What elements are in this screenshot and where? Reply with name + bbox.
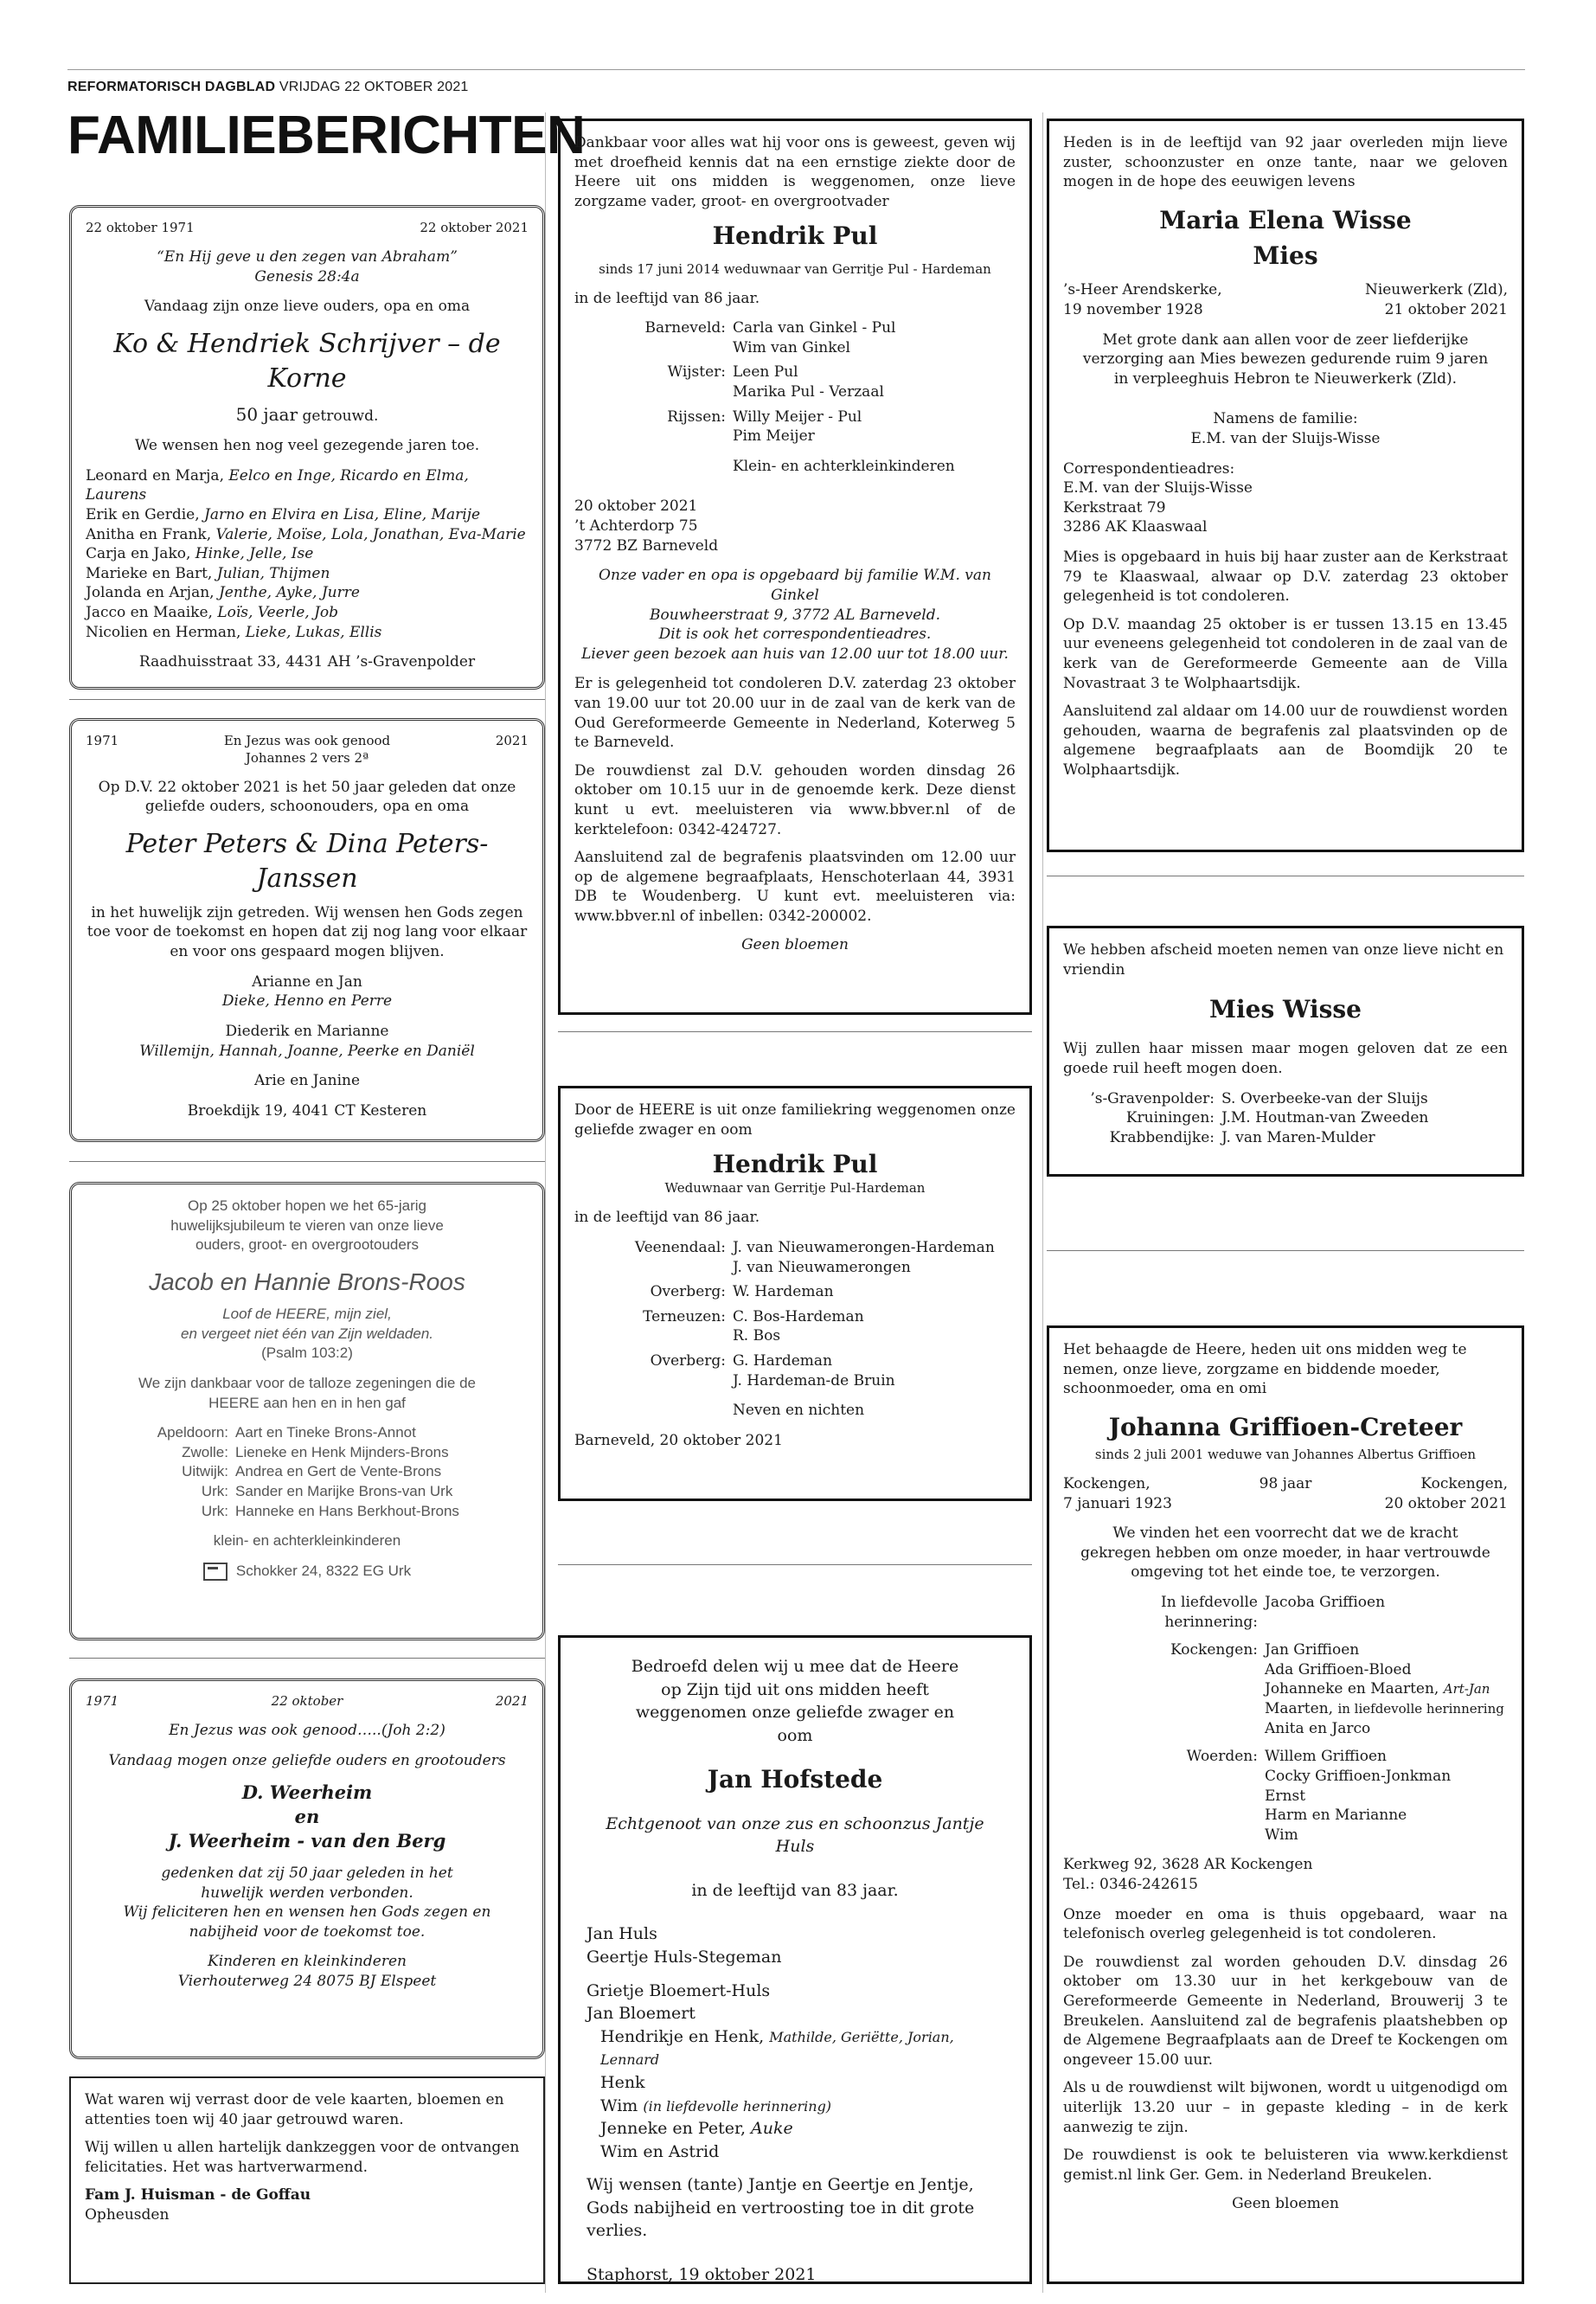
age: in de leeftijd van 86 jaar. bbox=[574, 1209, 760, 1227]
issue-date: VRIJDAG 22 OKTOBER 2021 bbox=[279, 80, 469, 94]
name2: J. Weerheim - van den Berg bbox=[168, 1830, 446, 1852]
grandkids: Klein- en achterkleinkinderen bbox=[733, 457, 955, 475]
grandkids: klein- en achterkleinkinderen bbox=[213, 1532, 401, 1550]
intro: Op D.V. 22 oktober 2021 is het 50 jaar geleden dat onze geliefde ouders, schoonouders, opa en oma bbox=[98, 778, 516, 816]
family-line: Dieke, Henno en Perre bbox=[221, 992, 393, 1011]
family-line: Jolanda en Arjan, Jenthe, Ayke, Jurre bbox=[86, 584, 360, 602]
birth-date: 19 november 1928 bbox=[1063, 300, 1203, 318]
thankyou-huisman bbox=[69, 2076, 545, 2284]
birth-place: Kockengen, bbox=[1063, 1475, 1151, 1492]
place-date: Barneveld, 20 oktober 2021 bbox=[574, 1431, 783, 1449]
year-left: 1971 bbox=[86, 1693, 119, 1709]
separator bbox=[558, 1564, 1032, 1565]
paragraph: Er is gelegenheid tot condoleren D.V. zaterdag 23 oktober van 19.00 uur tot 20.00 uur in de zaal van de kerk van de Oud Gereformeerde Gemeente in Nederland, Koterweg 5 te Barneveld. bbox=[574, 675, 1016, 752]
family-list: Apeldoorn: Aart en Tineke Brons-Annot Zwolle: Lieneke en Henk Mijnders-Brons Uitwijk: Andrea en Gert de Vente-Brons Urk: Sander en Marijke Brons-van Urk Urk: Hanneke en Hans Berkhout-Brons bbox=[157, 1424, 459, 1519]
separator bbox=[558, 1031, 1032, 1032]
laid-out-line: Bouwheerstraat 9, 3772 AL Barneveld. bbox=[649, 606, 941, 624]
section-title: FAMILIEBERICHTEN bbox=[67, 106, 586, 165]
nephews: Neven en nichten bbox=[733, 1402, 865, 1420]
couple-names: Peter Peters & Dina Peters-Janssen bbox=[125, 829, 489, 894]
family-line: Arianne en Jan bbox=[252, 972, 362, 991]
column-divider-1 bbox=[545, 112, 546, 2293]
conjunction: en bbox=[294, 1806, 320, 1828]
paragraph: Wat waren wij verrast door de vele kaarten, bloemen en attenties toen wij 40 jaar getrouwd waren. bbox=[85, 2091, 504, 2128]
couple-names: Jacob en Hannie Brons-Roos bbox=[149, 1268, 465, 1295]
verse-ref: Johannes 2 vers 2ª bbox=[245, 749, 369, 766]
paragraph: Op D.V. maandag 25 oktober is er tussen 13.15 en 13.45 uur eveneens gelegenheid tot condoleren in de zaal van de kerk van de Gereformeerde Gemeente aan de Villa Novastraat 3 te Wolphaartsdijk. bbox=[1063, 615, 1508, 692]
family-label: Namens de familie: bbox=[1213, 410, 1358, 428]
family-list: Barneveld: Carla van Ginkel - Pul Wim van Ginkel Wijster: Leen Pul Marika Pul - Verzaal Rijssen: Willy Meijer - Pul Pim Meijer bbox=[644, 319, 896, 446]
paragraph: De rouwdienst is ook te beluisteren via www.kerkdienst gemist.nl link Ger. Gem. in Nederland Breukelen. bbox=[1063, 2147, 1508, 2184]
birth-place: ’s-Heer Arendskerke, bbox=[1063, 281, 1222, 299]
date-right: 22 oktober 2021 bbox=[420, 220, 529, 235]
name1: D. Weerheim bbox=[241, 1781, 373, 1804]
paragraph: De rouwdienst zal D.V. gehouden worden dinsdag 26 oktober om 10.15 uur in de genoemde kerk. Deze dienst kunt u evt. meeluisteren via www.bbver.nl of de kerktelefoon: 0342-424727. bbox=[574, 761, 1016, 838]
spouse-line: Echtgenoot van onze zus en schoonzus Jantje Huls bbox=[606, 1813, 984, 1857]
intro: Heden is in de leeftijd van 92 jaar overleden mijn lieve zuster, schoonzuster en onze tante, naar we geloven mogen in de hope des eeuwigen levens bbox=[1063, 134, 1508, 191]
widower-line: Weduwnaar van Gerritje Pul-Hardeman bbox=[664, 1180, 926, 1197]
text1: gedenken dat zij 50 jaar geleden in het huwelijk werden verbonden. bbox=[161, 1864, 453, 1902]
address-line: ’t Achterdorp 75 bbox=[574, 517, 698, 536]
family-line: Arie en Janine bbox=[253, 1072, 361, 1090]
paragraph: Wij willen u allen hartelijk dankzeggen voor de ontvangen felicitaties. Het was hartverwarmend. bbox=[85, 2139, 520, 2176]
address-line: Kerkweg 92, 3628 AR Kockengen bbox=[1063, 1856, 1313, 1874]
verse: En Jezus was ook genood bbox=[223, 733, 391, 748]
family-line: Hendrikje en Henk, Mathilde, Geriëtte, Jorian, Lennard bbox=[600, 2026, 954, 2069]
family-line: Erik en Gerdie, Jarno en Elvira en Lisa, Eline, Marije bbox=[86, 505, 481, 523]
wish: Wij wensen (tante) Jantje en Geertje en Jentje, Gods nabijheid en vertroosting toe in dit grote verlies. bbox=[586, 2175, 975, 2241]
intro: Het behaagde de Heere, heden uit ons midden weg te nemen, onze lieve, zorgzame en biddende moeder, schoonmoeder, oma en omi bbox=[1063, 1341, 1467, 1398]
announcement-weerheim bbox=[69, 1678, 545, 2059]
paragraph: Onze moeder en oma is thuis opgebaard, waar na telefonisch overleg gelegenheid is tot condoleren. bbox=[1063, 1905, 1508, 1943]
no-flowers: Geen bloemen bbox=[1232, 2194, 1339, 2212]
psalm-ref: (Psalm 103:2) bbox=[261, 1345, 353, 1362]
top-rule bbox=[67, 69, 1525, 70]
deceased-name: Jan Hofstede bbox=[707, 1765, 883, 1794]
laid-out-line: Onze vader en opa is opgebaard bij familie W.M. van Ginkel bbox=[599, 567, 991, 604]
intro: Door de HEERE is uit onze familiekring weggenomen onze geliefde zwager en oom bbox=[574, 1101, 1016, 1139]
widow-line: sinds 2 juli 2001 weduwe van Johannes Albertus Griffioen bbox=[1094, 1447, 1477, 1463]
obituary-johanna-griffioen bbox=[1047, 1325, 1524, 2284]
family-line: Jacco en Maaike, Loïs, Veerle, Job bbox=[86, 604, 339, 622]
address-line: 3772 BZ Barneveld bbox=[574, 536, 719, 555]
paragraph: Aansluitend zal de begrafenis plaatsvinden om 12.00 uur op de algemene begraafplaats, Henschoterlaan 44, 3931 DB te Woudenberg. U kunt evt. meeluisteren via: www.bbver.nl of inbellen: 0342-200002. bbox=[574, 849, 1016, 926]
intro: Vandaag mogen onze geliefde ouders en grootouders bbox=[108, 1751, 506, 1769]
family-line: Willemijn, Hannah, Joanne, Peerke en Daniël bbox=[139, 1042, 475, 1060]
address: Broekdijk 19, 4041 CT Kesteren bbox=[187, 1101, 427, 1120]
intro: Bedroefd delen wij u mee dat de Heere op Zijn tijd uit ons midden heeft weggenomen onze geliefde zwager en oom bbox=[631, 1657, 959, 1745]
family-line: Anitha en Frank, Valerie, Moïse, Lola, Jonathan, Eva-Marie bbox=[86, 525, 526, 543]
intro: Op 25 oktober hopen we het 65-jarig huwelijksjubileum te vieren van onze lieve ouders, groot- en overgrootouders bbox=[170, 1197, 444, 1254]
family-line: Henk bbox=[600, 2072, 645, 2092]
age: 98 jaar bbox=[1259, 1475, 1312, 1492]
paragraph: De rouwdienst zal worden gehouden D.V. dinsdag 26 oktober om 13.30 uur in het kerkgebouw van de Gereformeerde Gemeente in Nederland, Brouwerij 3 te Breukelen. Aansluitend zal de begrafenis plaatshebben op de Algemene Begraafplaats aan de Dreef te Kockengen om ongeveer 15.00 uur. bbox=[1063, 1953, 1508, 2069]
quote: “En Hij geve u den zegen van Abraham” bbox=[157, 247, 458, 266]
psalm-line: Loof de HEERE, mijn ziel, bbox=[222, 1306, 392, 1323]
announcement-peters bbox=[69, 718, 545, 1142]
family-line: Diederik en Marianne bbox=[225, 1022, 389, 1040]
obituary-jan-hofstede bbox=[558, 1635, 1032, 2284]
correspondence-line: E.M. van der Sluijs-Wisse bbox=[1063, 479, 1253, 497]
death-date: 21 oktober 2021 bbox=[1384, 300, 1508, 318]
family-list: In liefdevolle herinnering: Jacoba Griffioen Kockengen: Jan Griffioen Ada Griffioen-Bloed Johanneke en Maarten, Art-Jan Maarten, in liefdevolle herinnering Anita en Jarco Woerden: Willem Griffioen Cocky Griffioen-Jonkman Ernst Harm en Marianne Wim bbox=[1160, 1594, 1504, 1844]
thanks: We zijn dankbaar voor de talloze zegeningen die de HEERE aan hen en in hen gaf bbox=[138, 1374, 476, 1411]
obituary-mies-wisse bbox=[1047, 926, 1524, 1177]
deceased-name: Johanna Griffioen-Creteer bbox=[1108, 1412, 1463, 1441]
column-divider-2 bbox=[1042, 112, 1043, 2293]
years-rest: getrouwd. bbox=[302, 407, 379, 425]
place: Opheusden bbox=[85, 2206, 170, 2224]
paragraph: Aansluitend zal aldaar om 14.00 uur de rouwdienst worden gehouden, waarna de begrafenis zal plaatsvinden op de algemene begraafplaats aan de Boomdijk 20 te Wolphaartsdijk. bbox=[1063, 703, 1508, 780]
correspondence-line: 3286 AK Klaaswaal bbox=[1063, 518, 1208, 536]
years-number: 50 jaar bbox=[235, 403, 298, 425]
address: Vierhouterweg 24 8075 BJ Elspeet bbox=[177, 1972, 437, 1990]
family-line: Marieke en Bart, Julian, Thijmen bbox=[86, 564, 330, 582]
obituary-maria-wisse bbox=[1047, 119, 1524, 852]
family-line: Jenneke en Peter, Auke bbox=[600, 2119, 793, 2139]
death-date: 20 oktober 2021 bbox=[1384, 1494, 1508, 1512]
wish-text: in het huwelijk zijn getreden. Wij wensen hen Gods zegen toe voor de toekomst en hopen dat zij nog lang voor elkaar en voor ons gespaard mogen blijven. bbox=[87, 903, 528, 961]
laid-out-line: Liever geen bezoek aan huis van 12.00 uur tot 18.00 uur. bbox=[581, 645, 1009, 663]
nickname: Mies bbox=[1253, 241, 1318, 271]
family-line: Wim (in liefdevolle herinnering) bbox=[600, 2095, 832, 2115]
deceased-name: Maria Elena Wisse bbox=[1159, 205, 1412, 234]
date: 22 oktober bbox=[271, 1693, 343, 1709]
age: in de leeftijd van 83 jaar. bbox=[691, 1880, 899, 1900]
psalm-line: en vergeet niet één van Zijn weldaden. bbox=[180, 1325, 434, 1342]
family-line: Geertje Huls-Stegeman bbox=[586, 1947, 782, 1967]
wish: We wensen hen nog veel gezegende jaren toe. bbox=[134, 437, 480, 455]
signature: Fam J. Huisman - de Goffau bbox=[85, 2186, 311, 2205]
deceased-name: Mies Wisse bbox=[1209, 995, 1362, 1024]
intro: We hebben afscheid moeten nemen van onze lieve nicht en vriendin bbox=[1063, 941, 1504, 979]
thanks: Met grote dank aan allen voor de zeer liefderijke verzorging aan Mies bewezen gedurende ruim 9 jaren in verpleeghuis Hebron te Nieuwerkerk (Zld). bbox=[1082, 331, 1489, 388]
family-line: Grietje Bloemert-Huls bbox=[586, 1980, 771, 2000]
announcement-brons bbox=[69, 1182, 545, 1640]
couple-names: Ko & Hendriek Schrijver – de Korne bbox=[113, 328, 501, 394]
text2: Wij feliciteren hen en wensen hen Gods zegen en nabijheid voor de toekomst toe. bbox=[123, 1903, 491, 1941]
family-line: Nicolien en Herman, Lieke, Lukas, Ellis bbox=[86, 623, 382, 641]
family-list bbox=[86, 466, 529, 642]
obituary-hendrik-pul-inlaws bbox=[558, 1086, 1032, 1501]
separator bbox=[1047, 1250, 1524, 1251]
deceased-name: Hendrik Pul bbox=[712, 221, 878, 251]
envelope-icon bbox=[203, 1563, 228, 1581]
phone-line: Tel.: 0346-242615 bbox=[1063, 1875, 1198, 1893]
family-name: E.M. van der Sluijs-Wisse bbox=[1190, 429, 1381, 447]
quote-ref: Genesis 28:4a bbox=[254, 267, 360, 286]
family-line: Carja en Jako, Hinke, Jelle, Ise bbox=[86, 545, 314, 563]
verse: En Jezus was ook genood…..(Joh 2:2) bbox=[169, 1721, 445, 1739]
text: Wij zullen haar missen maar mogen geloven dat ze een goede ruil heeft mogen doen. bbox=[1063, 1040, 1508, 1078]
year-right: 2021 bbox=[495, 733, 529, 748]
page-header bbox=[67, 80, 1525, 95]
correspondence-label: Correspondentieadres: bbox=[1063, 459, 1235, 478]
separator bbox=[69, 1658, 545, 1659]
laid-out-line: Dit is ook het correspondentieadres. bbox=[658, 626, 932, 644]
newspaper-name: REFORMATORISCH DAGBLAD bbox=[67, 80, 276, 94]
family-line: Leonard en Marja, Eelco en Inge, Ricardo en Elma, Laurens bbox=[86, 466, 469, 504]
death-place: Nieuwerkerk (Zld), bbox=[1364, 281, 1508, 299]
separator bbox=[69, 1161, 545, 1162]
year-right: 2021 bbox=[495, 1693, 529, 1709]
separator bbox=[69, 699, 545, 700]
family-line: Jan Huls bbox=[586, 1924, 657, 1944]
date: 20 oktober 2021 bbox=[574, 497, 698, 516]
obituary-hendrik-pul-family bbox=[558, 119, 1032, 1015]
deceased-name: Hendrik Pul bbox=[712, 1150, 878, 1179]
intro: Dankbaar voor alles wat hij voor ons is geweest, geven wij met droefheid kennis dat na een ernstige ziekte door de Heere uit ons midden is weggenomen, onze lieve zorgzame vader, groot- en overgrootvader bbox=[574, 134, 1016, 210]
intro: Vandaag zijn onze lieve ouders, opa en oma bbox=[144, 298, 471, 316]
gratitude: We vinden het een voorrecht dat we de kracht gekregen hebben om onze moeder, in haar vertrouwde omgeving tot het einde toe, te verzorgen. bbox=[1080, 1524, 1490, 1582]
year-left: 1971 bbox=[86, 733, 119, 748]
family-line: Jan Bloemert bbox=[586, 2004, 695, 2024]
date-left: 22 oktober 1971 bbox=[86, 220, 195, 235]
announcement-schrijver bbox=[69, 205, 545, 690]
family-line: Wim en Astrid bbox=[600, 2141, 720, 2161]
address: Raadhuisstraat 33, 4431 AH ’s-Gravenpolder bbox=[138, 653, 476, 671]
death-place: Kockengen, bbox=[1420, 1475, 1508, 1492]
birth-date: 7 januari 1923 bbox=[1063, 1494, 1172, 1512]
address: Schokker 24, 8322 EG Urk bbox=[235, 1562, 412, 1579]
family-list: ’s-Gravenpolder: S. Overbeeke-van der Sluijs Kruiningen: J.M. Houtman-van Zweeden Krabbendijke: J. van Maren-Mulder bbox=[1090, 1089, 1429, 1146]
widower-line: sinds 17 juni 2014 weduwnaar van Gerritje Pul - Hardeman bbox=[599, 260, 991, 277]
paragraph: Als u de rouwdienst wilt bijwonen, wordt u uitgenodigd om uiterlijk 13.20 uur – in gepaste kleding – in de kerk aanwezig te zijn. bbox=[1063, 2079, 1508, 2136]
signature: Kinderen en kleinkinderen bbox=[208, 1953, 407, 1971]
no-flowers: Geen bloemen bbox=[741, 935, 849, 953]
age: in de leeftijd van 86 jaar. bbox=[574, 289, 760, 307]
place-date: Staphorst, 19 oktober 2021 bbox=[586, 2265, 817, 2285]
correspondence-line: Kerkstraat 79 bbox=[1063, 498, 1166, 517]
family-list: Veenendaal: J. van Nieuwamerongen-Hardeman J. van Nieuwamerongen Overberg: W. Hardeman Terneuzen: C. Bos-Hardeman R. Bos Overberg: G. Hardeman J. Hardeman-de Bruin bbox=[634, 1239, 995, 1389]
paragraph: Mies is opgebaard in huis bij haar zuster aan de Kerkstraat 79 te Klaaswaal, alwaar op D.V. zaterdag 23 oktober gelegenheid is tot condoleren. bbox=[1063, 549, 1508, 606]
